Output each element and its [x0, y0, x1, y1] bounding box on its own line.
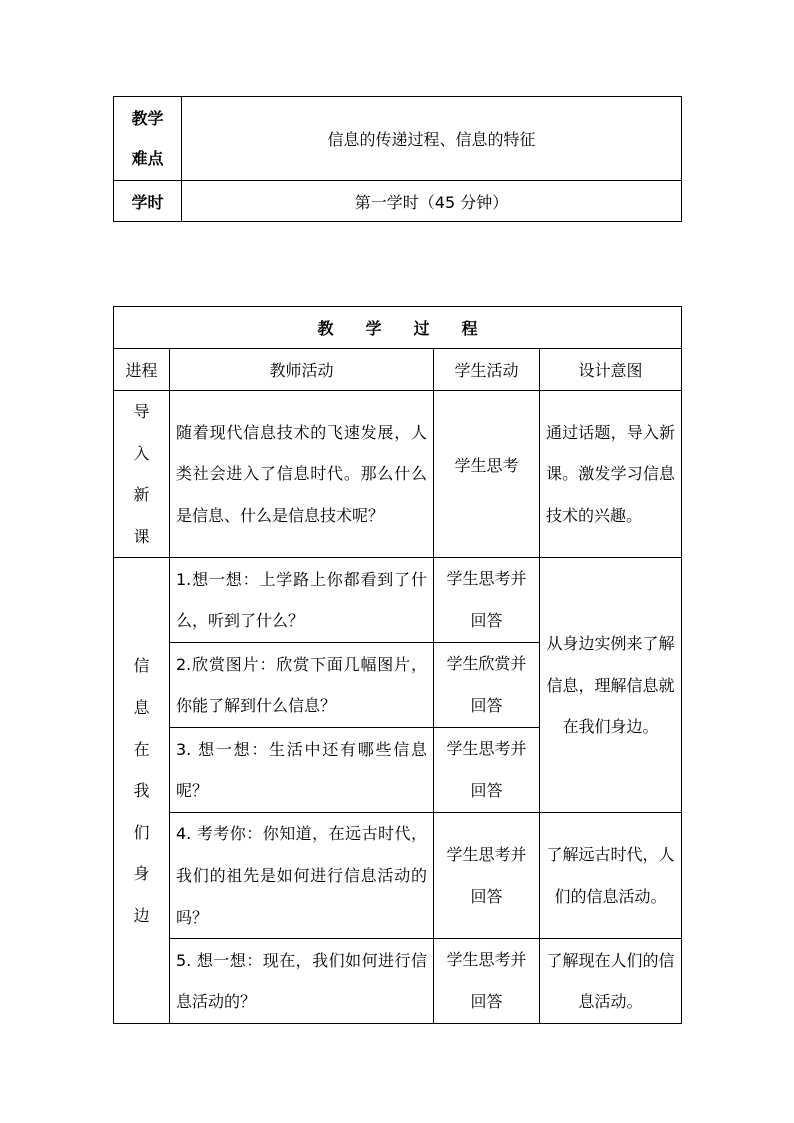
- table-row: [114, 813, 682, 939]
- teacher-activity: 5. 想一想：现在，我们如何进行信息活动的？: [170, 939, 434, 1024]
- student-activity: 学生欣赏并回答: [434, 643, 540, 728]
- teacher-activity: 2.欣赏图片：欣赏下面几幅图片，你能了解到什么信息？: [170, 643, 434, 728]
- header-cell: 设计意图: [540, 349, 682, 391]
- table-row: [114, 391, 682, 558]
- row-label: 学时: [114, 181, 182, 222]
- row-label: 教学 难点: [114, 97, 182, 181]
- table-row: [114, 939, 682, 1024]
- header-cell: 学生活动: [434, 349, 540, 391]
- table-title-row: [114, 307, 682, 349]
- teacher-activity: 3. 想一想：生活中还有哪些信息呢？: [170, 728, 434, 813]
- table-title: 教 学 过 程: [114, 307, 682, 349]
- table-row: [114, 181, 682, 222]
- row-value: 信息的传递过程、信息的特征: [182, 97, 682, 181]
- design-intent: 了解现在人们的信息活动。: [540, 939, 682, 1024]
- student-activity: 学生思考并回答: [434, 939, 540, 1024]
- teacher-activity: 随着现代信息技术的飞速发展，人类社会进入了信息时代。那么什么是信息、什么是信息技术呢？: [170, 391, 434, 558]
- teacher-activity: 1.想一想：上学路上你都看到了什么，听到了什么？: [170, 558, 434, 643]
- header-cell: 进程: [114, 349, 170, 391]
- teacher-activity: 4. 考考你：你知道，在远古时代，我们的祖先是如何进行信息活动的吗？: [170, 813, 434, 939]
- row-value: 第一学时（45 分钟）: [182, 181, 682, 222]
- table-row: [114, 97, 682, 181]
- student-activity: 学生思考并回答: [434, 813, 540, 939]
- design-intent: 通过话题，导入新课。激发学习信息技术的兴趣。: [540, 391, 682, 558]
- design-intent: 了解远古时代，人们的信息活动。: [540, 813, 682, 939]
- table-row: [114, 558, 682, 643]
- student-activity: 学生思考并回答: [434, 728, 540, 813]
- lesson-process-table: [113, 306, 682, 1024]
- stage-label: 导 入 新 课: [114, 391, 170, 558]
- header-cell: 教师活动: [170, 349, 434, 391]
- student-activity: 学生思考并回答: [434, 558, 540, 643]
- stage-label: 信 息 在 我 们 身 边: [114, 558, 170, 1024]
- design-intent: 从身边实例来了解信息，理解信息就在我们身边。: [540, 558, 682, 813]
- info-table: [113, 96, 682, 222]
- student-activity: 学生思考: [434, 391, 540, 558]
- table-header-row: [114, 349, 682, 391]
